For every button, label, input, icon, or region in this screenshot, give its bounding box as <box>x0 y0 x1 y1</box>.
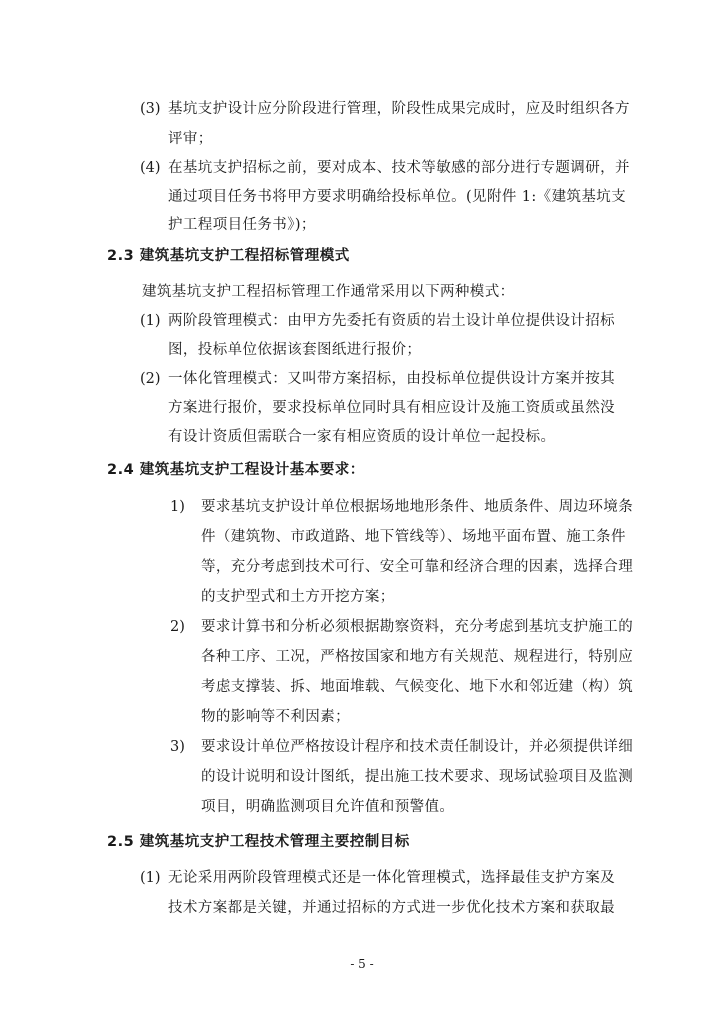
paragraph-line: 一体化管理模式：又叫带方案招标，由投标单位提供设计方案并按其 <box>168 371 615 387</box>
section-heading-2-5: 2.5 建筑基坑支护工程技术管理主要控制目标 <box>107 834 410 850</box>
paragraph-line: 建筑基坑支护工程招标管理工作通常采用以下两种模式： <box>142 284 515 300</box>
item-number: (3) <box>140 101 161 117</box>
section-heading-2-3: 2.3 建筑基坑支护工程招标管理模式 <box>107 248 350 264</box>
section-heading-2-4: 2.4 建筑基坑支护工程设计基本要求： <box>107 462 365 478</box>
paragraph-line: 图，投标单位依据该套图纸进行报价； <box>168 342 422 358</box>
paragraph-line: 件（建筑物、市政道路、地下管线等）、场地平面布置、施工条件 <box>201 529 626 545</box>
item-number: 2) <box>170 619 185 635</box>
paragraph-line: 项目，明确监测项目允许值和预警值。 <box>201 799 455 815</box>
paragraph-line: 要求计算书和分析必须根据勘察资料，充分考虑到基坑支护施工的 <box>201 619 634 635</box>
item-number: 3) <box>170 739 185 755</box>
paragraph-line: 通过项目任务书将甲方要求明确给投标单位。(见附件 1:《建筑基坑支 <box>168 189 627 205</box>
paragraph-line: 物的影响等不利因素； <box>201 709 350 725</box>
paragraph-line: 各种工序、工况，严格按国家和地方有关规范、规程进行，特别应 <box>201 649 634 665</box>
paragraph-line: 的设计说明和设计图纸，提出施工技术要求、现场试验项目及监测 <box>201 769 634 785</box>
paragraph-line: 技术方案都是关键，并通过招标的方式进一步优化技术方案和获取最 <box>168 900 615 916</box>
paragraph-line: 无论采用两阶段管理模式还是一体化管理模式，选择最佳支护方案及 <box>168 870 615 886</box>
paragraph-line: 基坑支护设计应分阶段进行管理，阶段性成果完成时，应及时组织各方 <box>168 101 630 117</box>
item-number: 1) <box>170 499 185 515</box>
page-number: - 5 - <box>350 957 374 971</box>
paragraph-line: 护工程项目任务书》)； <box>168 217 316 233</box>
paragraph-line: 的支护型式和土方开挖方案； <box>201 589 395 605</box>
paragraph-line: 有设计资质但需联合一家有相应资质的设计单位一起投标。 <box>168 429 556 445</box>
paragraph-line: 考虑支撑装、拆、地面堆载、气候变化、地下水和邻近建（构）筑 <box>201 679 634 695</box>
paragraph-line: 要求基坑支护设计单位根据场地地形条件、地质条件、周边环境条 <box>201 499 634 515</box>
paragraph-line: 方案进行报价，要求投标单位同时具有相应设计及施工资质或虽然没 <box>168 400 615 416</box>
paragraph-line: 评审； <box>168 131 213 147</box>
paragraph-line: 等，充分考虑到技术可行、安全可靠和经济合理的因素，选择合理 <box>201 559 634 575</box>
item-number: (4) <box>140 160 161 176</box>
paragraph-line: 两阶段管理模式：由甲方先委托有资质的岩土设计单位提供设计招标 <box>168 313 615 329</box>
paragraph-line: 要求设计单位严格按设计程序和技术责任制设计，并必须提供详细 <box>201 739 634 755</box>
item-number: (2) <box>140 371 161 387</box>
item-number: (1) <box>140 313 161 329</box>
item-number: (1) <box>140 870 161 886</box>
paragraph-line: 在基坑支护招标之前，要对成本、技术等敏感的部分进行专题调研，并 <box>168 160 630 176</box>
